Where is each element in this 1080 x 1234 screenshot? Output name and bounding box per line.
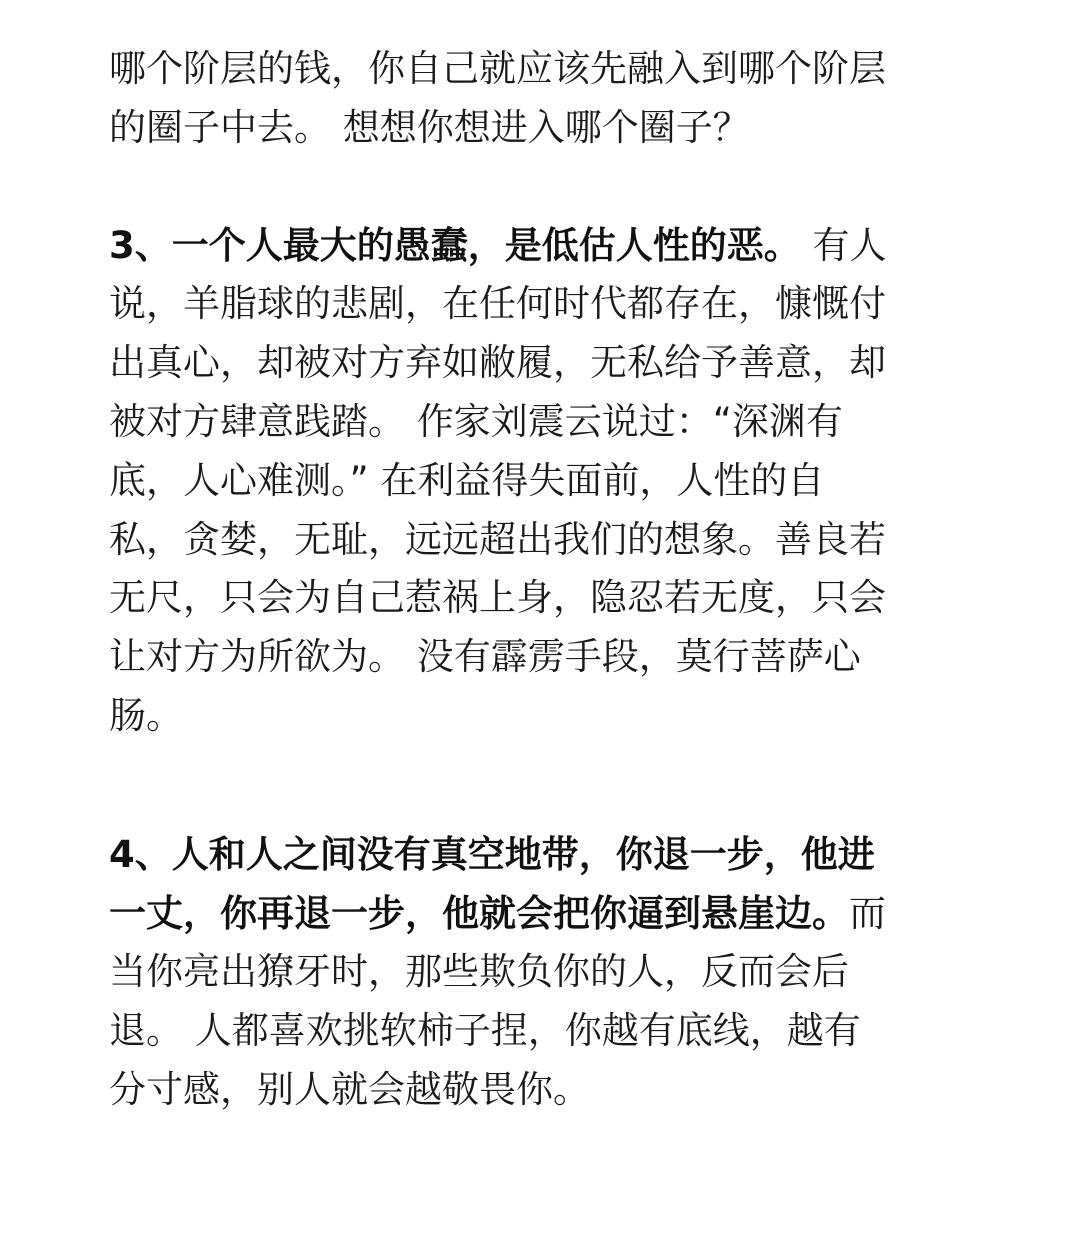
article-body (109, 40, 979, 1120)
text-line: 哪个阶层的钱，你自己就应该先融入到哪个阶层 (109, 47, 886, 90)
text-run: 而 (849, 891, 886, 935)
text-line: 当你亮出獠牙时，那些欺负你的人，反而会后 (109, 950, 849, 994)
paragraph-spacer (109, 746, 979, 826)
text-line: 私，贪婪，无耻，远远超出我们的想象。善良若 (109, 517, 886, 561)
text-line: 退。 人都喜欢挑软柿子捏，你越有底线，越有 (109, 1009, 861, 1053)
text-line: 肠。 (109, 693, 183, 737)
text-line: 被对方肆意践踏。 作家刘震云说过：“深渊有 (109, 399, 843, 443)
text-line: 的圈子中去。 想想你想进入哪个圈子？ (109, 105, 750, 149)
text-line: 说，羊脂球的悲剧，在任何时代都存在，慷慨付 (109, 282, 886, 326)
bold-heading-text: 4、人和人之间没有真空地带，你退一步，他进 (109, 832, 875, 876)
paragraph-1 (109, 40, 979, 158)
bold-heading-text: 3、一个人最大的愚蠢，是低估人性的恶。 (109, 223, 801, 267)
text-line (109, 217, 979, 276)
text-line: 无尺，只会为自己惹祸上身，隐忍若无度，只会 (109, 576, 886, 620)
text-line: 让对方为所欲为。 没有霹雳手段，莫行菩萨心 (109, 635, 861, 679)
paragraph-2 (109, 217, 979, 746)
text-line (109, 885, 979, 944)
paragraph-spacer (109, 158, 979, 217)
text-line: 出真心，却被对方弃如敝履，无私给予善意，却 (109, 341, 886, 385)
text-run: 有人 (800, 223, 887, 267)
text-line: 分寸感，别人就会越敬畏你。 (109, 1067, 590, 1111)
paragraph-3 (109, 826, 979, 1120)
text-line: 底，人心难测。” 在利益得失面前，人性的自 (109, 458, 825, 502)
bold-heading-text: 一丈，你再退一步，他就会把你逼到悬崖边。 (109, 891, 849, 935)
